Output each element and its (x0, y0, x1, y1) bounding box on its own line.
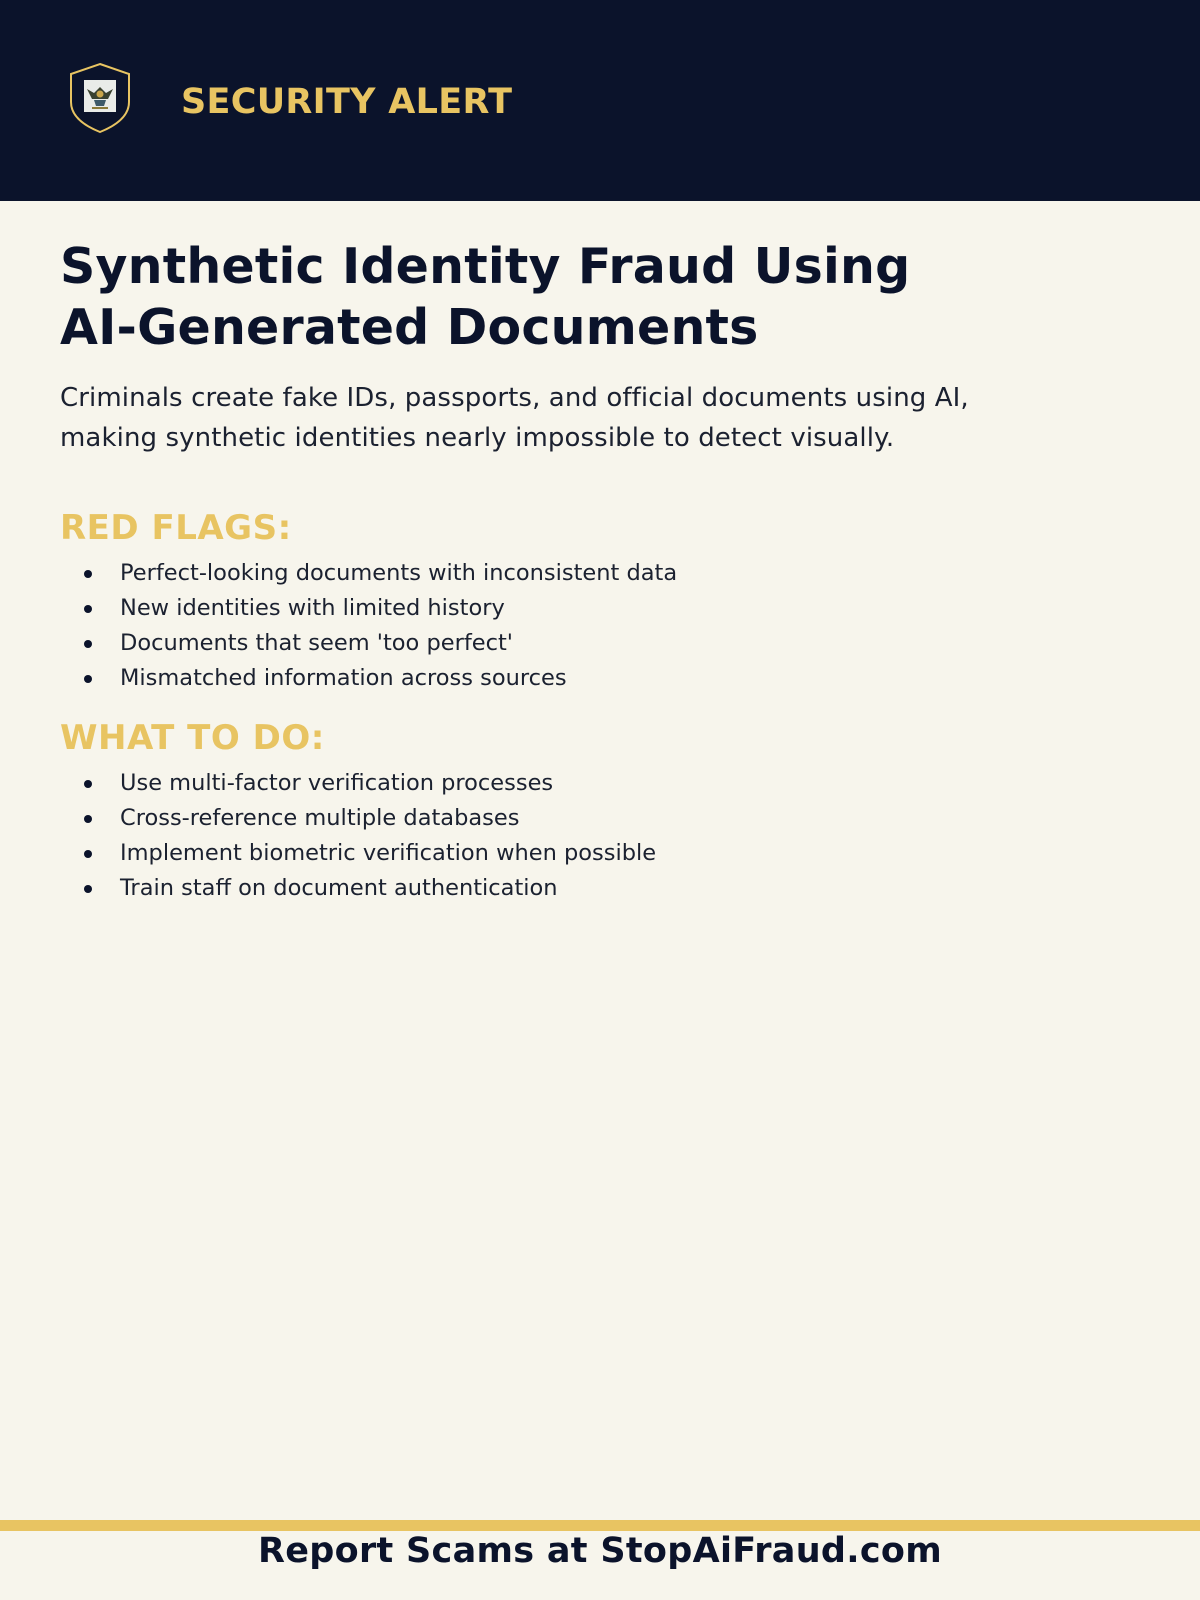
list-item (60, 871, 1140, 906)
list-item (60, 661, 1140, 696)
bullet-icon (84, 675, 92, 683)
bullet-icon (84, 640, 92, 648)
bullet-icon (84, 605, 92, 613)
list-item-text: Perfect-looking documents with inconsistent data (120, 560, 678, 586)
list-item (60, 626, 1140, 661)
list-item-text: Mismatched information across sources (120, 665, 567, 691)
page-title-line-1: Synthetic Identity Fraud Using (60, 238, 911, 295)
main-content (60, 236, 1140, 906)
bullet-icon (84, 885, 92, 893)
red-flags-list (60, 556, 1140, 696)
list-item-text: New identities with limited history (120, 595, 505, 621)
bullet-icon (84, 850, 92, 858)
list-item-text: Documents that seem 'too perfect' (120, 630, 513, 656)
list-item-text: Train staff on document authentication (120, 875, 558, 901)
summary-line-2: making synthetic identities nearly impossible to detect visually. (60, 423, 895, 453)
bullet-icon (84, 570, 92, 578)
list-item (60, 766, 1140, 801)
what-to-do-list (60, 766, 1140, 906)
list-item (60, 801, 1140, 836)
list-item (60, 556, 1140, 591)
page-title (60, 236, 1140, 358)
page-title-line-2: AI-Generated Documents (60, 299, 759, 356)
header-banner (0, 0, 1200, 201)
list-item-text: Use multi-factor verification processes (120, 770, 554, 796)
what-to-do-heading: WHAT TO DO: (60, 718, 325, 758)
bullet-icon (84, 780, 92, 788)
bullet-icon (84, 815, 92, 823)
list-item (60, 591, 1140, 626)
summary-text (60, 378, 1140, 458)
list-item-text: Cross-reference multiple databases (120, 805, 520, 831)
summary-line-1: Criminals create fake IDs, passports, and official documents using AI, (60, 383, 969, 413)
shield-crest-icon (68, 62, 132, 134)
list-item (60, 836, 1140, 871)
footer-report-text: Report Scams at StopAiFraud.com (257, 1531, 943, 1571)
list-item-text: Implement biometric verification when possible (120, 840, 657, 866)
header-title: SECURITY ALERT (181, 82, 513, 122)
red-flags-heading: RED FLAGS: (60, 508, 292, 548)
